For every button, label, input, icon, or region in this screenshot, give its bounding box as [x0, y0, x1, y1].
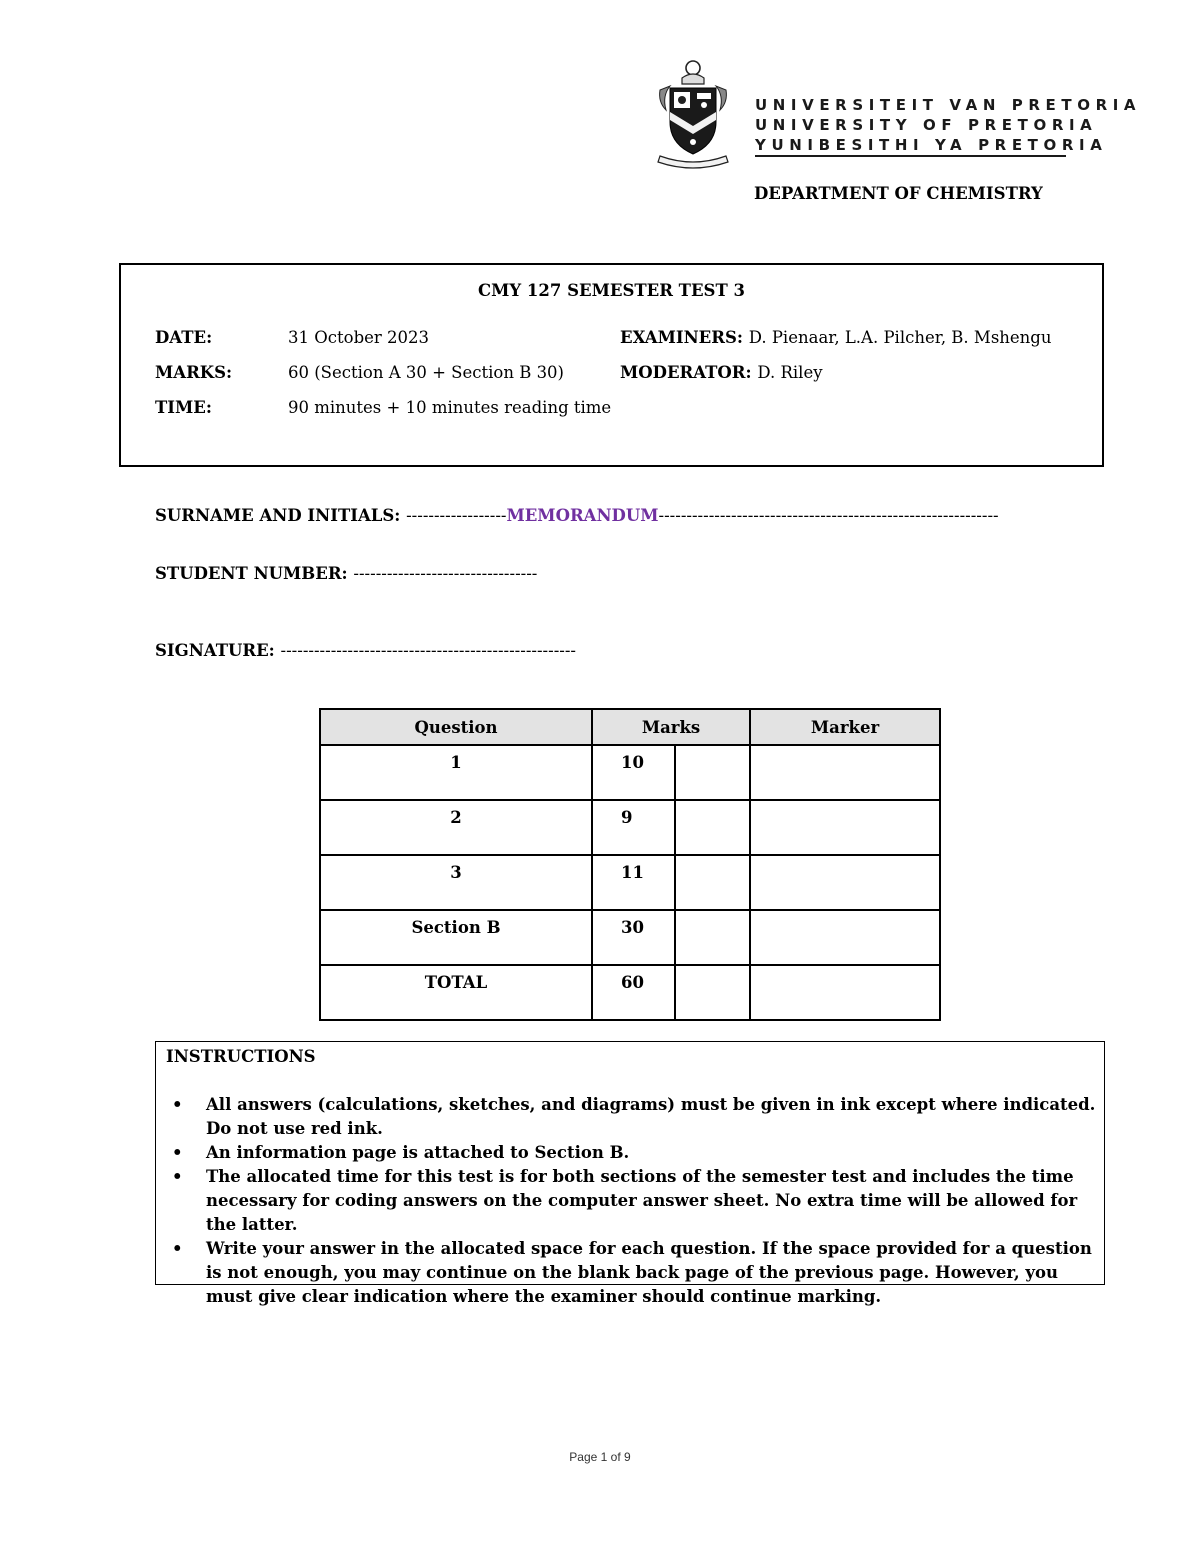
date-label: DATE:: [155, 328, 213, 347]
instruction-text: The allocated time for this test is for both sections of the semester test and includes the time necessary for coding answers on the computer answer sheet. No extra time will be allowed for the latter.: [206, 1167, 1078, 1234]
instructions-list: [156, 1093, 1104, 1309]
instruction-text: All answers (calculations, sketches, and diagrams) must be given in ink except where indicated. Do not use red ink.: [206, 1095, 1096, 1138]
department-title: DEPARTMENT OF CHEMISTRY: [754, 184, 1043, 203]
signature-field: [155, 641, 576, 660]
student-number-label: STUDENT NUMBER:: [155, 564, 348, 583]
list-item: [156, 1237, 1104, 1309]
student-number-dashes: ---------------------------------: [353, 564, 538, 583]
examiners-value: D. Pienaar, L.A. Pilcher, B. Mshengu: [748, 328, 1052, 347]
moderator-label: MODERATOR:: [620, 363, 752, 382]
table-row: [320, 910, 940, 965]
university-name-sepedi: YUNIBESITHI YA PRETORIA: [755, 136, 1108, 154]
cell-max-marks: 11: [592, 855, 675, 910]
signature-dashes: -----------------------------------------------------: [280, 641, 577, 660]
bullet-icon: •: [172, 1143, 183, 1162]
time-label: TIME:: [155, 398, 212, 417]
bullet-icon: •: [172, 1095, 183, 1114]
surname-dashes-after: -------------------------------------------------------------: [658, 506, 999, 525]
cell-marker[interactable]: [750, 800, 940, 855]
cell-question: 1: [320, 745, 592, 800]
time-value: 90 minutes + 10 minutes reading time: [288, 398, 612, 417]
table-row: [320, 745, 940, 800]
date-value: 31 October 2023: [288, 328, 430, 347]
cell-marker[interactable]: [750, 745, 940, 800]
cell-obtained-marks[interactable]: [675, 800, 750, 855]
cell-question: 3: [320, 855, 592, 910]
test-title: CMY 127 SEMESTER TEST 3: [478, 281, 745, 300]
list-item: [156, 1141, 1104, 1165]
cell-question: 2: [320, 800, 592, 855]
list-item: [156, 1093, 1104, 1141]
cell-obtained-marks[interactable]: [675, 965, 750, 1020]
table-row: [320, 855, 940, 910]
bullet-icon: •: [172, 1167, 183, 1186]
cell-obtained-marks[interactable]: [675, 910, 750, 965]
bullet-icon: •: [172, 1239, 183, 1258]
surname-field: [155, 506, 999, 525]
surname-value: MEMORANDUM: [506, 506, 659, 525]
marks-table: [319, 708, 941, 1021]
cell-marker[interactable]: [750, 965, 940, 1020]
marks-value: 60 (Section A 30 + Section B 30): [288, 363, 564, 382]
university-name-underline: [755, 155, 1066, 157]
university-name-afrikaans: UNIVERSITEIT VAN PRETORIA: [755, 96, 1142, 114]
page-number: Page 1 of 9: [569, 1450, 631, 1464]
instructions-title: INSTRUCTIONS: [166, 1047, 316, 1066]
instruction-text: An information page is attached to Section B.: [206, 1143, 630, 1162]
cell-obtained-marks[interactable]: [675, 745, 750, 800]
examiners-line: [620, 328, 1052, 347]
cell-marker[interactable]: [750, 910, 940, 965]
cell-question: TOTAL: [320, 965, 592, 1020]
test-info-box: [119, 263, 1104, 467]
moderator-line: [620, 363, 823, 382]
cell-max-marks: 9: [592, 800, 675, 855]
cell-max-marks: 10: [592, 745, 675, 800]
moderator-value: D. Riley: [757, 363, 823, 382]
signature-label: SIGNATURE:: [155, 641, 275, 660]
cell-max-marks: 60: [592, 965, 675, 1020]
table-row: [320, 965, 940, 1020]
cell-obtained-marks[interactable]: [675, 855, 750, 910]
header-question: Question: [320, 709, 592, 745]
table-header-row: [320, 709, 940, 745]
header-marker: Marker: [750, 709, 940, 745]
marks-label: MARKS:: [155, 363, 233, 382]
instruction-text: Write your answer in the allocated space for each question. If the space provided for a question is not enough, you may continue on the blank back page of the previous page. However, you must give clear indication where the examiner should continue marking.: [206, 1239, 1092, 1306]
university-name-english: UNIVERSITY OF PRETORIA: [755, 116, 1098, 134]
cell-marker[interactable]: [750, 855, 940, 910]
header-marks: Marks: [592, 709, 750, 745]
university-crest-logo: [652, 56, 734, 170]
list-item: [156, 1165, 1104, 1237]
cell-question: Section B: [320, 910, 592, 965]
cell-max-marks: 30: [592, 910, 675, 965]
instructions-box: [155, 1041, 1105, 1306]
student-number-field: [155, 564, 537, 583]
examiners-label: EXAMINERS:: [620, 328, 743, 347]
table-row: [320, 800, 940, 855]
surname-label: SURNAME AND INITIALS:: [155, 506, 401, 525]
surname-dashes-before: ------------------: [406, 506, 507, 525]
